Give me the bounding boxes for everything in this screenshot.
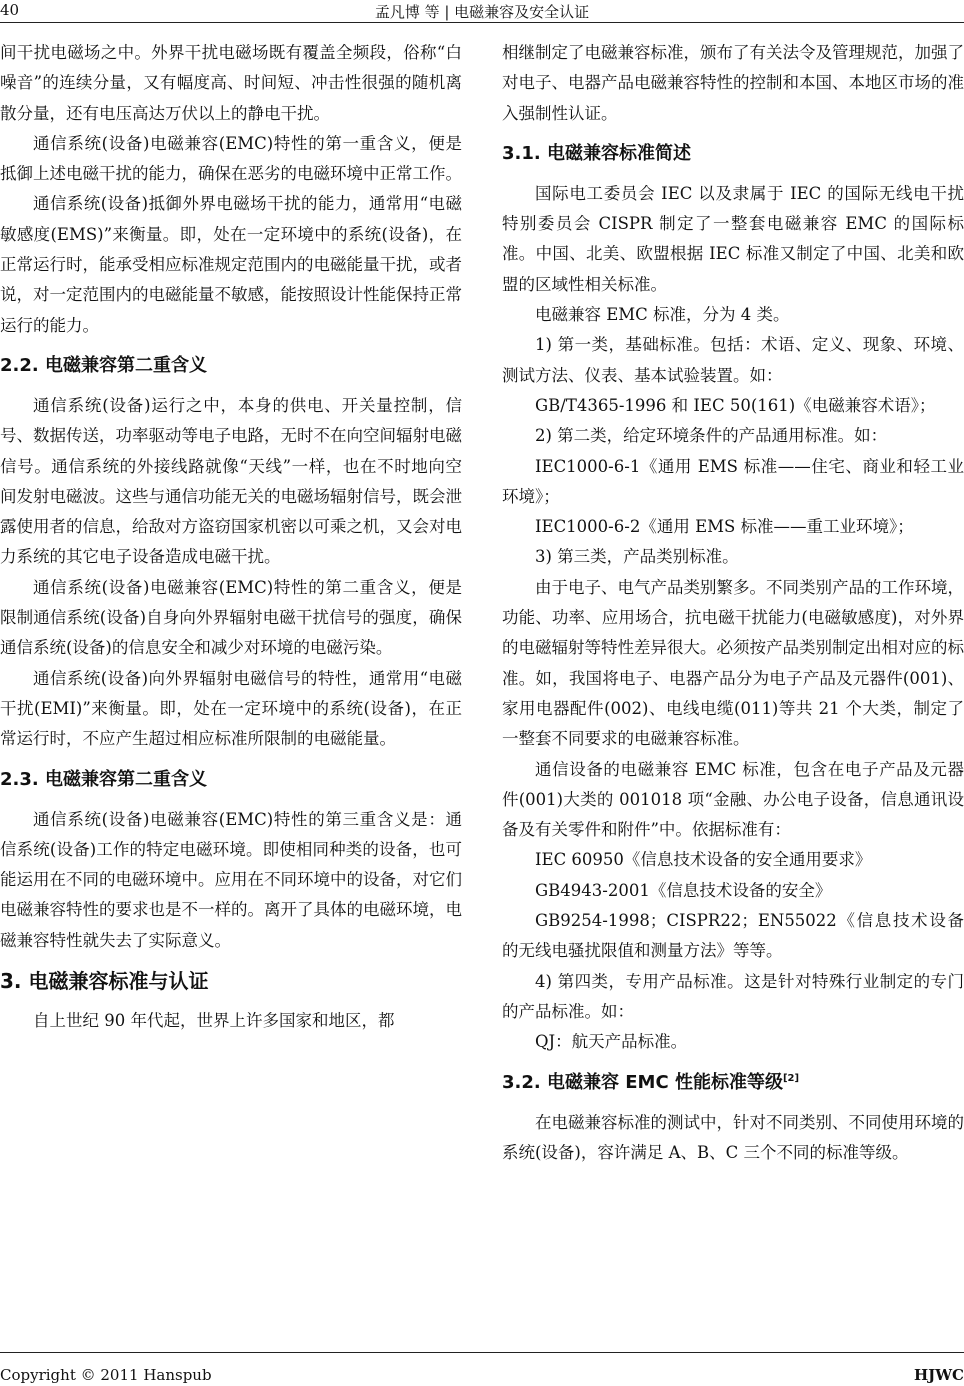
paragraph: 2) 第二类，给定环境条件的产品通用标准。如：: [535, 426, 888, 446]
citation-ref[interactable]: [2]: [782, 1072, 800, 1084]
paragraph: 由于电子、电气产品类别繁多。不同类别产品的工作环境，功能、功率、应用场合，抗电磁干扰能力(电磁敏感度)，对外界的电磁辐射等特性差异很大。必须按产品类别制定出相对应的标准。如，我国将电子、电器产品分为电子产品及元器件(001)、家用电器配件(002)、电线电缆(011)等共 21 个大类，制定了一整套不同要求的电磁兼容标准。: [502, 577, 964, 749]
section-heading-3-2: [502, 1068, 964, 1098]
left-column: [0, 38, 462, 1036]
standard-entry: IEC1000-6-1《通用 EMS 标准——住宅、商业和轻工业环境》；: [502, 456, 964, 506]
paragraph: 通信系统(设备)电磁兼容(EMC)特性的第二重含义，便是限制通信系统(设备)自身向外界辐射电磁干扰信号的强度，确保通信系统(设备)的信息安全和减少对环境的电磁污染。: [0, 577, 462, 658]
paragraph: 通信系统(设备)电磁兼容(EMC)特性的第一重含义，便是抵御上述电磁干扰的能力，确保在恶劣的电磁环境中正常工作。: [0, 133, 462, 184]
paragraph: 电磁兼容 EMC 标准，分为 4 类。: [535, 305, 790, 325]
running-title: 孟凡博 等 | 电磁兼容及安全认证: [374, 3, 590, 21]
paragraph: 自上世纪 90 年代起，世界上许多国家和地区，都: [33, 1011, 395, 1031]
section-heading-2-3: 2.3. 电磁兼容第二重含义: [0, 768, 207, 790]
copyright: Copyright © 2011 Hanspub: [0, 1366, 212, 1384]
paragraph: 通信系统(设备)电磁兼容(EMC)特性的第三重含义是：通信系统(设备)工作的特定电磁环境。即使相同种类的设备，也可能运用在不同的电磁环境中。应用在不同环境中的设备，对它们电磁兼容特性的要求也是不一样的。离开了具体的电磁环境，电磁兼容特性就失去了实际意义。: [0, 809, 462, 950]
right-column: [502, 38, 964, 1168]
paragraph: 间干扰电磁场之中。外界干扰电磁场既有覆盖全频段，俗称“白噪音”的连续分量，又有幅度高、时间短、冲击性很强的随机离散分量，还有电压高达万伏以上的静电干扰。: [0, 43, 462, 123]
journal-abbrev: HJWC: [913, 1366, 964, 1384]
standard-entry: GB4943-2001《信息技术设备的安全》: [535, 880, 832, 900]
page-footer: [0, 1352, 964, 1386]
paragraph: 通信系统(设备)运行之中，本身的供电、开关量控制，信号、数据传送，功率驱动等电子电路，无时不在向空间辐射电磁信号。通信系统的外接线路就像“天线”一样，也在不时地向空间发射电磁波。这些与通信功能无关的电磁场辐射信号，既会泄露使用者的信息，给敌对方盗窃国家机密以可乘之机，又会对电力系统的其它电子设备造成电磁干扰。: [0, 395, 462, 567]
paragraph: 3) 第三类，产品类别标准。: [535, 547, 739, 567]
header-rule: [0, 22, 964, 23]
paragraph: 国际电工委员会 IEC 以及隶属于 IEC 的国际无线电干扰特别委员会 CISPR 制定了一整套电磁兼容 EMC 的国际标准。中国、北美、欧盟根据 IEC 标准又制定了中国、北美和欧盟的区域性相关标准。: [502, 183, 964, 294]
paragraph: 1) 第一类，基础标准。包括：术语、定义、现象、环境、测试方法、仪表、基本试验装置。如：: [502, 335, 964, 385]
section-heading-2-2: 2.2. 电磁兼容第二重含义: [0, 354, 207, 376]
page-header: [0, 0, 964, 22]
section-heading-3: 3. 电磁兼容标准与认证: [0, 969, 209, 994]
paragraph: 相继制定了电磁兼容标准，颁布了有关法令及管理规范，加强了对电子、电器产品电磁兼容特性的控制和本国、本地区市场的准入强制性认证。: [502, 43, 964, 123]
paragraph: 在电磁兼容标准的测试中，针对不同类别、不同使用环境的系统(设备)，容许满足 A、B、C 三个不同的标准等级。: [502, 1112, 964, 1162]
section-heading-3-1: 3.1. 电磁兼容标准简述: [502, 142, 691, 164]
standard-entry: GB9254-1998；CISPR22；EN55022《信息技术设备的无线电骚扰限值和测量方法》等等。: [502, 911, 964, 961]
standard-entry: GB/T4365-1996 和 IEC 50(161)《电磁兼容术语》；: [535, 395, 936, 415]
paragraph: 通信设备的电磁兼容 EMC 标准，包含在电子产品及元器件(001)大类的 001018 项“金融、办公电子设备，信息通讯设备及有关零件和附件”中。依据标准有：: [502, 759, 964, 840]
footer-rule: [0, 1352, 964, 1353]
standard-entry: IEC1000-6-2《通用 EMS 标准——重工业环境》；: [535, 517, 914, 537]
standard-entry: IEC 60950《信息技术设备的安全通用要求》: [535, 850, 872, 870]
standard-entry: QJ：航天产品标准。: [535, 1032, 688, 1052]
page-number: 40: [0, 1, 20, 19]
paragraph: 4) 第四类，专用产品标准。这是针对特殊行业制定的专门的产品标准。如：: [502, 971, 964, 1021]
paragraph: 通信系统(设备)抵御外界电磁场干扰的能力，通常用“电磁敏感度(EMS)”来衡量。即，处在一定环境中的系统(设备)，在正常运行时，能承受相应标准规定范围内的电磁能量干扰，或者说，对一定范围内的电磁能量不敏感，能按照设计性能保持正常运行的能力。: [0, 194, 462, 335]
paragraph: 通信系统(设备)向外界辐射电磁信号的特性，通常用“电磁干扰(EMI)”来衡量。即，处在一定环境中的系统(设备)，在正常运行时，不应产生超过相应标准所限制的电磁能量。: [0, 668, 462, 749]
heading-text: 3.2. 电磁兼容 EMC 性能标准等级: [502, 1071, 783, 1093]
